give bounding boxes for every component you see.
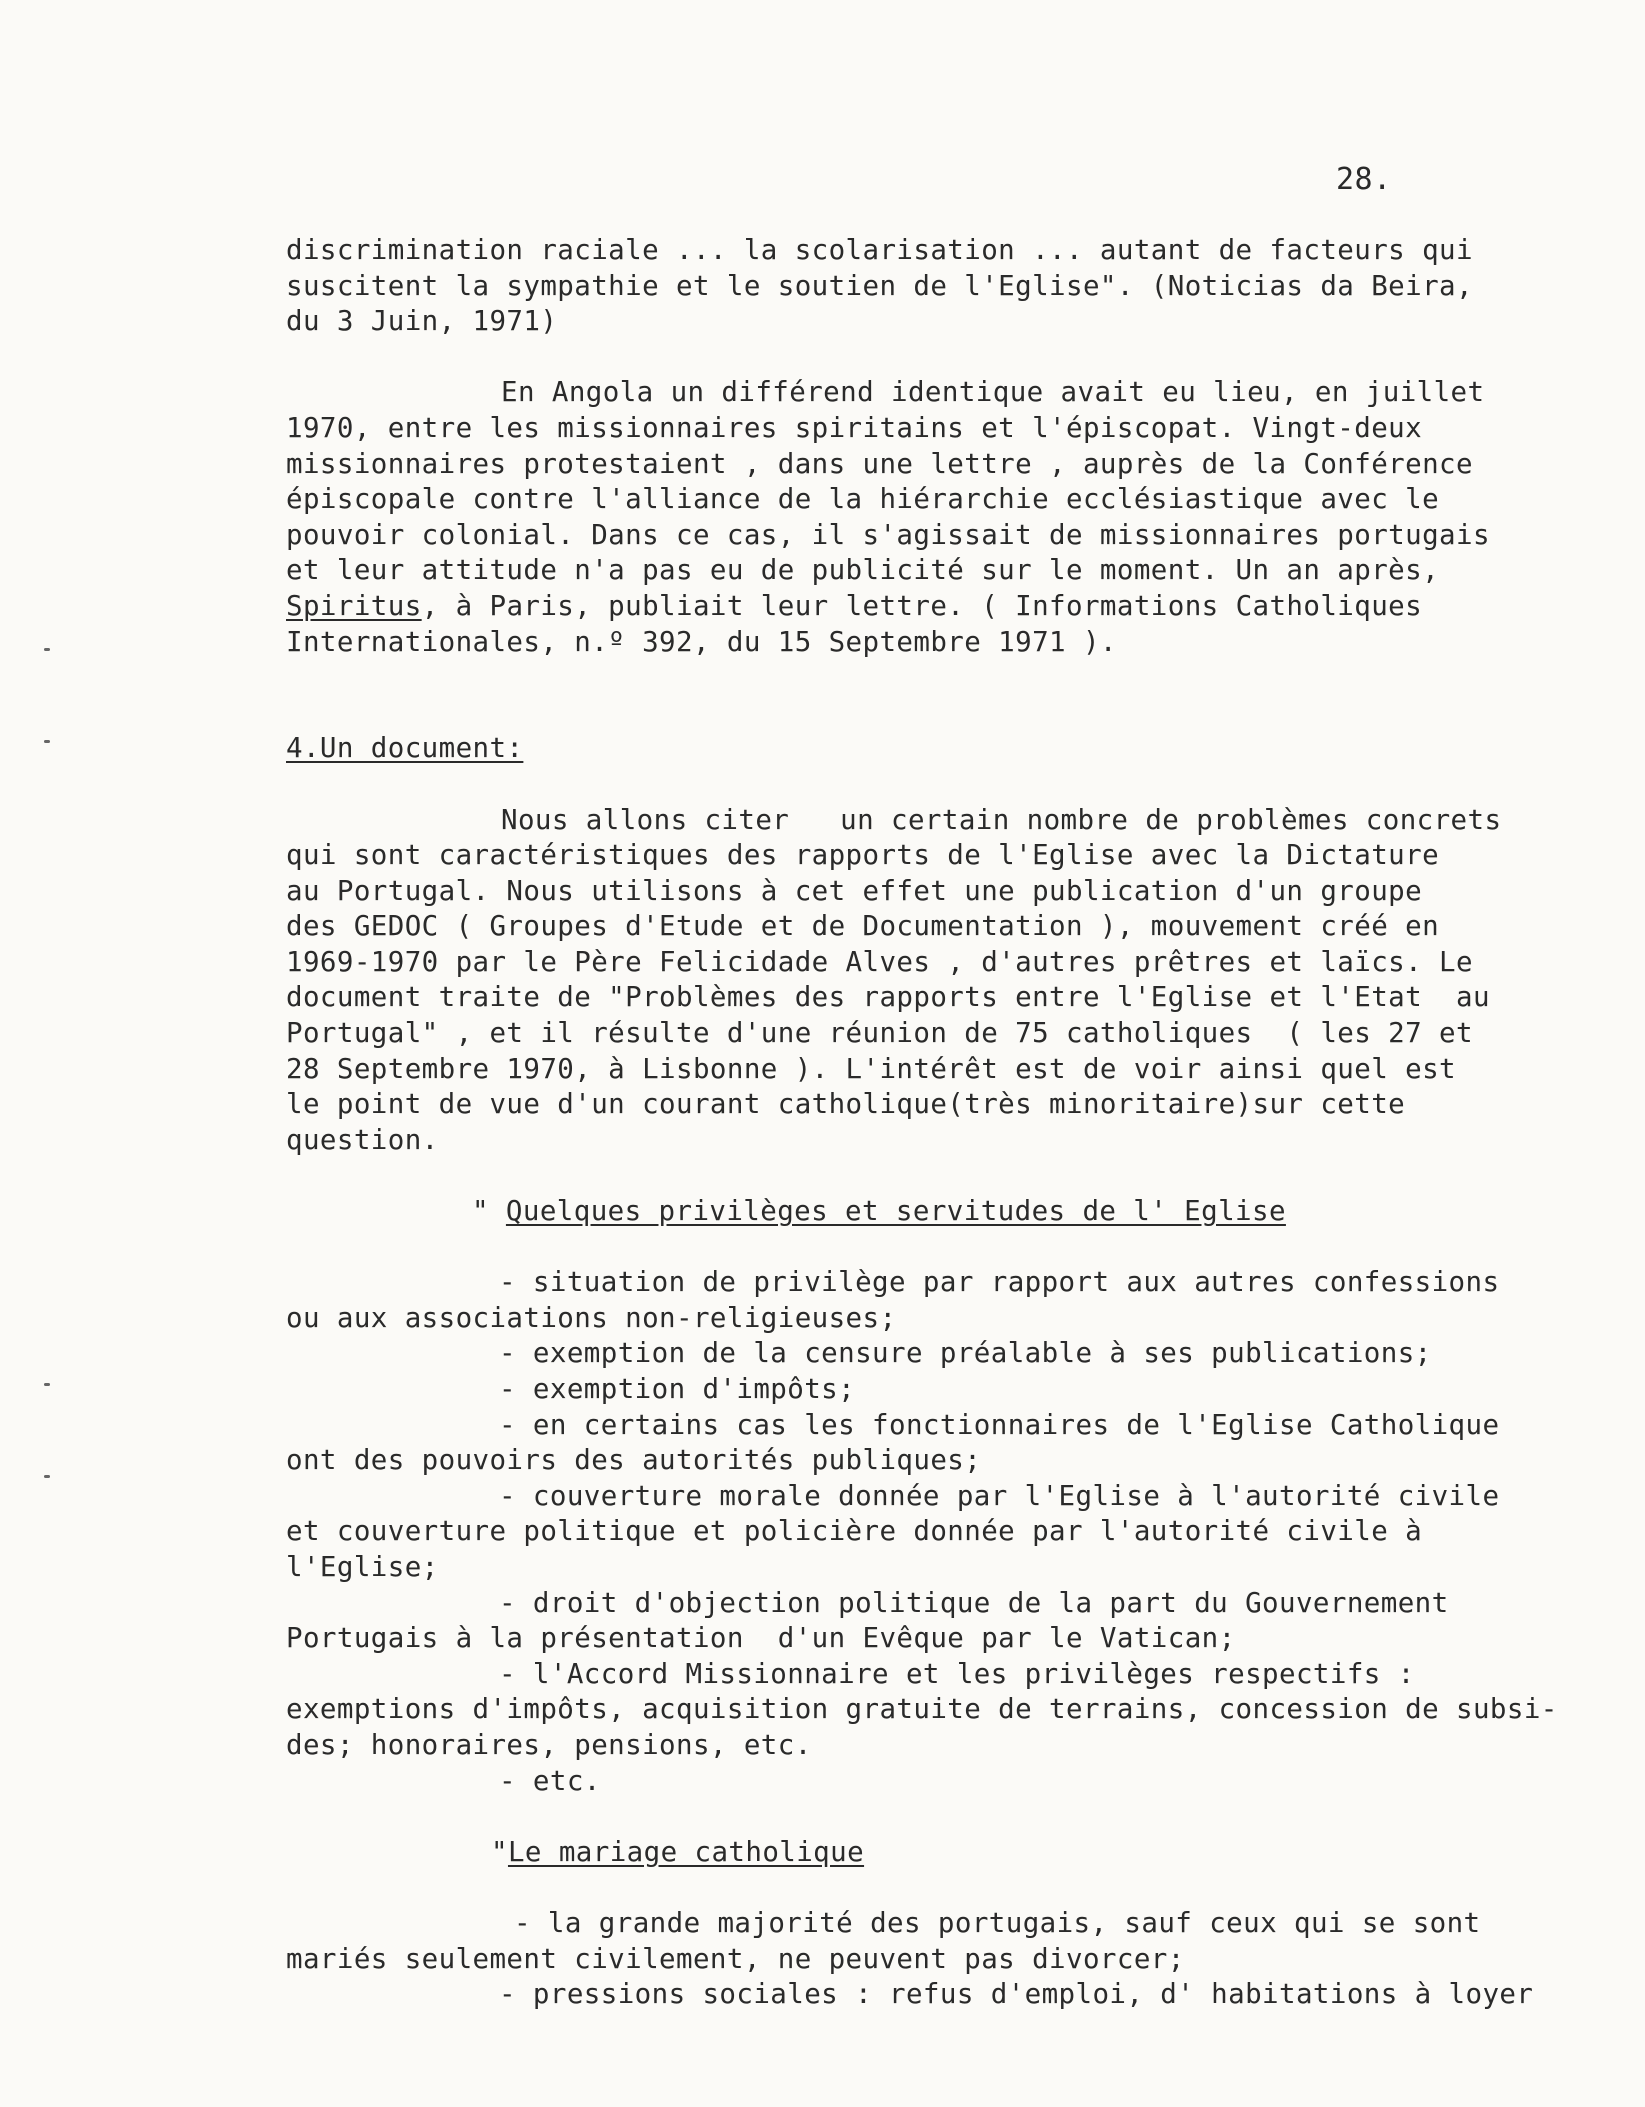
text-line: pouvoir colonial. Dans ce cas, il s'agissait de missionnaires portugais: [286, 518, 1490, 551]
quote-heading: [286, 1835, 1586, 1871]
text-line: au Portugal. Nous utilisons à cet effet une publication d'un groupe: [286, 874, 1423, 907]
quote-mark: ": [472, 1195, 506, 1228]
text-line: 1969-1970 par le Père Felicidade Alves , d'autres prêtres et laïcs. Le: [286, 945, 1473, 978]
list-item: - couverture morale donnée par l'Eglise à l'autorité civile: [499, 1479, 1500, 1512]
list-item: - en certains cas les fonctionnaires de l'Eglise Catholique: [499, 1408, 1500, 1441]
body-text: [286, 233, 1586, 2013]
quote-heading: [286, 1194, 1586, 1230]
text-line: et leur attitude n'a pas eu de publicité sur le moment. Un an après,: [286, 554, 1440, 587]
list-item: - exemption d'impôts;: [499, 1373, 856, 1405]
text-line: le point de vue d'un courant catholique(très minoritaire)sur cette: [286, 1088, 1406, 1121]
text-line: l'Eglise;: [286, 1550, 439, 1583]
page-number: 28.: [1336, 162, 1392, 197]
quote-mark: ": [491, 1835, 508, 1868]
text-line: 1970, entre les missionnaires spiritains et l'épiscopat. Vingt-deux: [286, 411, 1423, 444]
list-item: - etc.: [499, 1764, 601, 1797]
text-line: question.: [286, 1123, 439, 1156]
text-line: Nous allons citer un certain nombre de problèmes concrets: [501, 803, 1502, 836]
text-line: ou aux associations non-religieuses;: [286, 1301, 897, 1334]
quote-title: Le mariage catholique: [507, 1835, 865, 1868]
text-line: mariés seulement civilement, ne peuvent pas divorcer;: [286, 1942, 1185, 1975]
margin-mark: [44, 1383, 50, 1386]
text-line: En Angola un différend identique avait eu lieu, en juillet: [501, 376, 1485, 409]
list-item: - droit d'objection politique de la part du Gouvernement: [499, 1586, 1449, 1619]
text-line: Portugais à la présentation d'un Evêque par le Vatican;: [286, 1622, 1236, 1655]
margin-mark: [44, 648, 50, 651]
list-item: - l'Accord Missionnaire et les privilèges respectifs :: [499, 1657, 1415, 1690]
margin-mark: [44, 740, 50, 743]
text-line: des; honoraires, pensions, etc.: [286, 1728, 812, 1761]
text-line: épiscopale contre l'alliance de la hiérarchie ecclésiastique avec le: [286, 483, 1440, 516]
text-line: exemptions d'impôts, acquisition gratuite de terrains, concession de subsi-: [286, 1693, 1558, 1726]
text-line: des GEDOC ( Groupes d'Etude et de Documentation ), mouvement créé en: [286, 910, 1440, 943]
text-line: ont des pouvoirs des autorités publiques;: [286, 1444, 982, 1477]
text-line: qui sont caractéristiques des rapports de l'Eglise avec la Dictature: [286, 839, 1440, 872]
section-heading: 4.Un document:: [286, 732, 524, 765]
text-line: Internationales, n.º 392, du 15 Septembre 1971 ).: [286, 625, 1117, 658]
text-line: du 3 Juin, 1971): [286, 305, 558, 338]
text-line: document traite de "Problèmes des rapports entre l'Eglise et l'Etat au: [286, 981, 1490, 1014]
text-line: discrimination raciale ... la scolarisation ... autant de facteurs qui: [286, 234, 1473, 266]
list-item: - exemption de la censure préalable à ses publications;: [499, 1337, 1432, 1370]
text-line: Portugal" , et il résulte d'une réunion de 75 catholiques ( les 27 et: [286, 1017, 1473, 1050]
list-item: - la grande majorité des portugais, sauf ceux qui se sont: [514, 1906, 1481, 1939]
quote-title: Quelques privilèges et servitudes de l' Eglise: [505, 1195, 1286, 1228]
text-line: et couverture politique et policière donnée par l'autorité civile à: [286, 1515, 1423, 1548]
list-item: - pressions sociales : refus d'emploi, d' habitations à loyer: [499, 1978, 1534, 2011]
text-line: suscitent la sympathie et le soutien de l'Eglise". (Noticias da Beira,: [286, 269, 1473, 302]
text-line: 28 Septembre 1970, à Lisbonne ). L'intérêt est de voir ainsi quel est: [286, 1052, 1456, 1085]
margin-mark: [44, 1475, 50, 1478]
journal-title: Spiritus: [286, 589, 422, 622]
text-fragment: , à Paris, publiait leur lettre. ( Informations Catholiques: [421, 589, 1423, 622]
list-item: - situation de privilège par rapport aux autres confessions: [499, 1266, 1500, 1299]
text-line: missionnaires protestaient , dans une lettre , auprès de la Conférence: [286, 447, 1473, 480]
text-line: [286, 589, 1586, 625]
